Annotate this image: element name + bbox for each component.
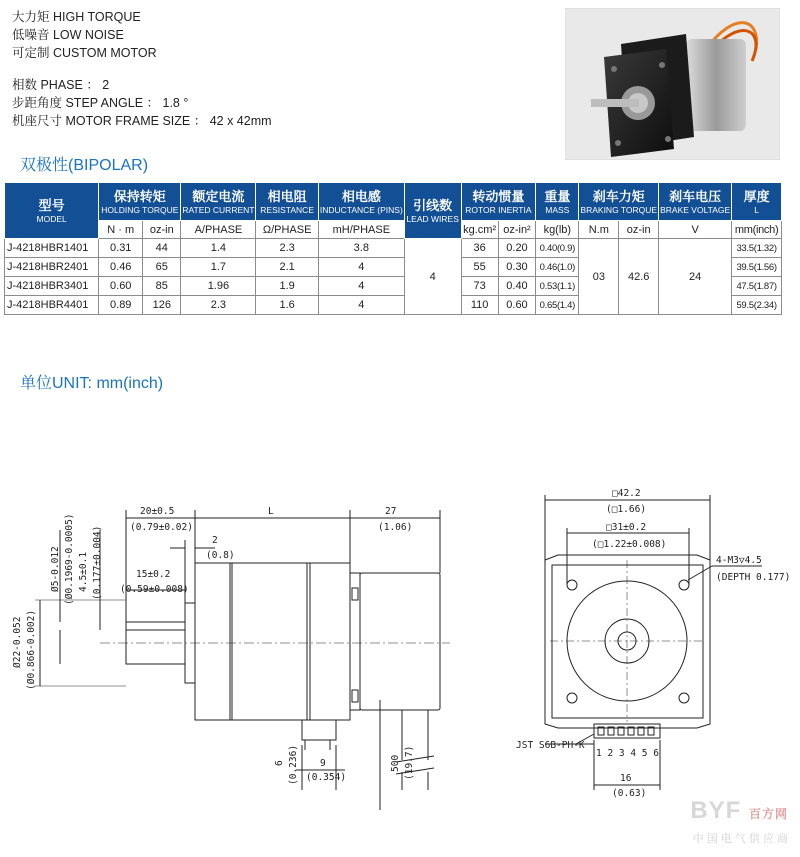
dim-15-inch-label: (0.59±0.008) xyxy=(120,584,189,595)
cell: 1.4 xyxy=(181,239,256,258)
header-rotor-inertia: 转动惯量 ROTOR INERTIA xyxy=(461,183,536,221)
braking-nm-cell: 03 xyxy=(579,239,619,315)
motor-body-outline xyxy=(195,563,350,720)
cell: 1.9 xyxy=(256,277,318,296)
dim-20-label: 20±0.5 xyxy=(140,506,175,517)
dim-45-label: 4.5±0.1 xyxy=(78,551,89,592)
model-cell: J-4218HBR3401 xyxy=(5,277,99,296)
cell: 4 xyxy=(318,258,404,277)
dim-2-label: 2 xyxy=(212,535,218,546)
cell: 0.46 xyxy=(99,258,143,277)
header-lead-wires: 引线数 LEAD WIRES xyxy=(404,183,461,239)
spec-high-torque: 大力矩 HIGH TORQUE xyxy=(12,10,141,24)
dim-6-label: 6 xyxy=(274,760,285,766)
unit-cell: oz-in xyxy=(143,221,181,239)
dim-27-label: 27 xyxy=(385,506,397,517)
spec-phase: 相数 PHASE ： 2 xyxy=(12,78,110,92)
dim-16-label: 16 xyxy=(620,773,632,784)
dim-22-inch-label: (Ø0.866-0.002) xyxy=(26,609,37,690)
dim-20-inch-label: (0.79±0.02) xyxy=(130,522,193,533)
header-holding-torque: 保持转矩 HOLDING TORQUE xyxy=(99,183,181,221)
watermark-logo xyxy=(690,797,788,825)
cell: 4 xyxy=(318,277,404,296)
cell: 2.1 xyxy=(256,258,318,277)
header-resistance: 相电阻 RESISTANCE xyxy=(256,183,318,221)
spec-frame-size: 机座尺寸 MOTOR FRAME SIZE ： 42 x 42mm xyxy=(12,114,272,128)
cell: 36 xyxy=(461,239,498,258)
section-unit-title: 单位UNIT: mm(inch) xyxy=(20,375,164,392)
unit-cell: A/PHASE xyxy=(181,221,256,239)
header-model: 型号 MODEL xyxy=(5,183,99,239)
braking-ozin-cell: 42.6 xyxy=(619,239,659,315)
unit-cell: oz-in xyxy=(619,221,659,239)
cell: 39.5(1.56) xyxy=(732,258,782,277)
model-cell: J-4218HBR4401 xyxy=(5,296,99,315)
header-rated-current: 额定电流 RATED CURRENT xyxy=(181,183,256,221)
model-cell: J-4218HBR2401 xyxy=(5,258,99,277)
cell: 73 xyxy=(461,277,498,296)
dim-500-label: 500 xyxy=(390,754,401,772)
cell: 1.6 xyxy=(256,296,318,315)
unit-cell: kg(lb) xyxy=(536,221,579,239)
cell: 2.3 xyxy=(256,239,318,258)
cell: 0.60 xyxy=(498,296,535,315)
dim-16-inch-label: (0.63) xyxy=(612,788,647,799)
model-cell: J-4218HBR1401 xyxy=(5,239,99,258)
dim-500-inch-label: (19.7) xyxy=(404,745,415,780)
watermark-logo-text: BYF xyxy=(690,797,742,824)
dim-9-label: 9 xyxy=(320,758,326,769)
brake-body xyxy=(360,573,440,710)
cell: 1.7 xyxy=(181,258,256,277)
cell: 55 xyxy=(461,258,498,277)
unit-cell: mH/PHASE xyxy=(318,221,404,239)
connector-label: JST S6B-PH-K xyxy=(516,740,585,751)
dim-2-inch-label: (0.8) xyxy=(206,550,235,561)
dim-9-inch-label: (0.354) xyxy=(306,772,347,783)
cell: 2.3 xyxy=(181,296,256,315)
dim-31-inch-label: (□1.22±0.008) xyxy=(592,539,667,550)
header-braking-torque: 刹车力矩 BRAKING TORQUE xyxy=(579,183,659,221)
dim-22-label: Ø22-0.052 xyxy=(12,616,23,668)
cell: 33.5(1.32) xyxy=(732,239,782,258)
dim-5-inch-label: (Ø0.1969-0.0005) xyxy=(64,513,75,605)
brake-voltage-cell: 24 xyxy=(659,239,732,315)
dim-l-label: L xyxy=(268,506,274,517)
thread-depth-label: (DEPTH 0.177) xyxy=(716,572,791,583)
cell: 0.40 xyxy=(498,277,535,296)
dim-422-inch-label: (□1.66) xyxy=(606,504,647,515)
cell: 4 xyxy=(318,296,404,315)
cell: 3.8 xyxy=(318,239,404,258)
spec-custom-motor: 可定制 CUSTOM MOTOR xyxy=(12,46,157,60)
cell: 126 xyxy=(143,296,181,315)
header-brake-voltage: 刹车电压 BRAKE VOLTAGE xyxy=(659,183,732,221)
cell: 0.60 xyxy=(99,277,143,296)
cell: 0.46(1.0) xyxy=(536,258,579,277)
header-thickness: 厚度 L xyxy=(732,183,782,221)
unit-cell: mm(inch) xyxy=(732,221,782,239)
dim-15-label: 15±0.2 xyxy=(136,569,171,580)
cell: 0.30 xyxy=(498,258,535,277)
dim-6-inch-label: (0.236) xyxy=(288,744,299,785)
unit-cell: kg.cm² xyxy=(461,221,498,239)
unit-cell: N · m xyxy=(99,221,143,239)
cell: 0.31 xyxy=(99,239,143,258)
cell: 0.40(0.9) xyxy=(536,239,579,258)
dim-27-inch-label: (1.06) xyxy=(378,522,413,533)
cell: 85 xyxy=(143,277,181,296)
cell: 65 xyxy=(143,258,181,277)
header-mass: 重量 MASS xyxy=(536,183,579,221)
watermark-tagline: 中 国 电 气 供 应 商 xyxy=(692,833,788,845)
dim-45-inch-label: (0.177±0.004) xyxy=(92,525,103,600)
header-inductance: 相电感 INDUCTANCE (PINS) xyxy=(318,183,404,221)
unit-cell: Ω/PHASE xyxy=(256,221,318,239)
connector-pins-label: 1 2 3 4 5 6 xyxy=(596,748,659,759)
spec-low-noise: 低噪音 LOW NOISE xyxy=(12,28,124,42)
thread-label: 4-M3▽4.5 xyxy=(716,555,762,566)
section-bipolar-title: 双极性(BIPOLAR) xyxy=(20,157,149,174)
cell: 0.53(1.1) xyxy=(536,277,579,296)
unit-cell: V xyxy=(659,221,732,239)
watermark-sub: 百方网 xyxy=(748,807,788,821)
unit-cell: N.m xyxy=(579,221,619,239)
cell: 44 xyxy=(143,239,181,258)
cell: 110 xyxy=(461,296,498,315)
dim-5-label: Ø5-0.012 xyxy=(50,546,61,592)
cell: 0.89 xyxy=(99,296,143,315)
dim-31-label: □31±0.2 xyxy=(606,522,647,533)
dim-422-label: □42.2 xyxy=(612,488,641,499)
cell: 47.5(1.87) xyxy=(732,277,782,296)
cell: 59.5(2.34) xyxy=(732,296,782,315)
cell: 1.96 xyxy=(181,277,256,296)
unit-cell: oz-in² xyxy=(498,221,535,239)
cell: 0.65(1.4) xyxy=(536,296,579,315)
cell: 0.20 xyxy=(498,239,535,258)
lead-wires-cell: 4 xyxy=(404,239,461,315)
spec-step-angle: 步距角度 STEP ANGLE ： 1.8 ° xyxy=(12,96,189,110)
